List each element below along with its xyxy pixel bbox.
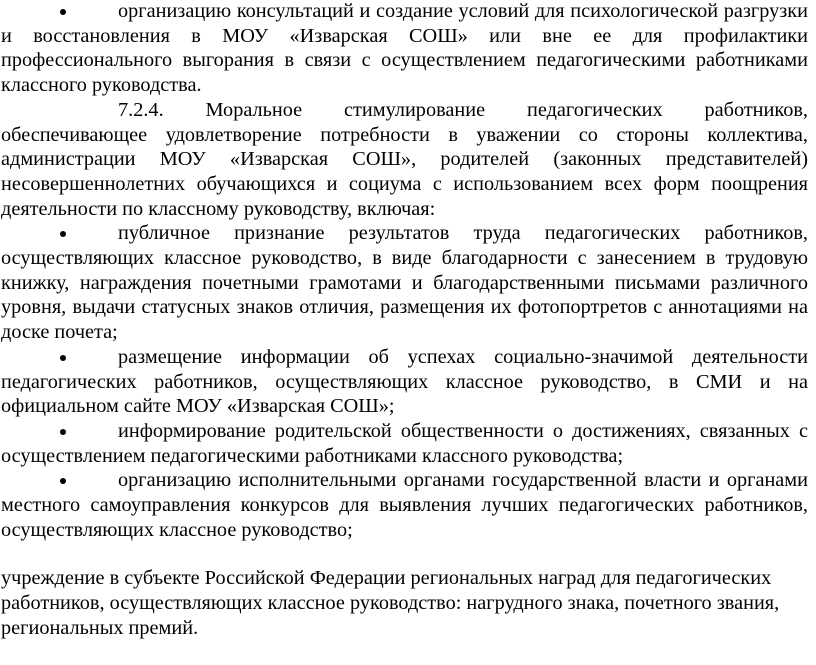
bullet-item-contests	[1, 468, 808, 542]
bullet-text: организацию консультаций и создание условий для психологической разгрузки и восстановления в МОУ «Изварская СОШ» или вне ее для профилактики профессионального выгорания в связи с осуществлением педагогическими работниками классного руководства.	[1, 0, 808, 97]
bullet-item-psych-support	[1, 0, 808, 98]
paragraph-gap	[0, 542, 816, 566]
bullet-item-public-recognition	[1, 221, 808, 345]
bullet-text: размещение информации об успехах социально-значимой деятельности педагогических работников, осуществляющих классное руководство, в СМИ и на официальном сайте МОУ «Изварская СОШ»;	[1, 345, 808, 418]
closing-paragraph: учреждение в субъекте Российской Федерации региональных наград для педагогических работников, осуществляющих классное руководство: нагрудного знака, почетного звания, региональных премий.	[1, 567, 780, 639]
bullet-item-parent-info	[1, 419, 808, 468]
bullet-icon	[60, 429, 66, 435]
bullet-icon	[60, 9, 66, 15]
bullet-item-media-info	[1, 345, 808, 419]
bullet-icon	[60, 355, 66, 361]
bullet-text: организацию исполнительными органами государственной власти и органами местного самоуправления конкурсов для выявления лучших педагогических работников, осуществляющих классное руководство;	[1, 469, 808, 541]
bullet-text: публичное признание результатов труда педагогических работников, осуществляющих классное руководство, в виде благодарности с занесением в трудовую книжку, награждения почетными грамотами и благодарственными письмами различного уровня, выдачи статусных знаков отличия, размещения их фотопортретов с аннотациями на доске почета;	[1, 222, 808, 344]
bullet-text: информирование родительской общественности о достижениях, связанных с осуществлением педагогическими работниками классного руководства;	[1, 419, 808, 467]
bullet-icon	[60, 478, 66, 484]
section-7-2-4: 7.2.4. Моральное стимулирование педагогических работников, обеспечивающее удовлетворение потребности в уважении со стороны коллектива, администрации МОУ «Изварская СОШ», родителей (законных представителей) несовершеннолетних обучающихся и социума с использованием всех форм поощрения деятельности по классному руководству, включая:	[1, 98, 808, 220]
bullet-icon	[60, 231, 66, 237]
